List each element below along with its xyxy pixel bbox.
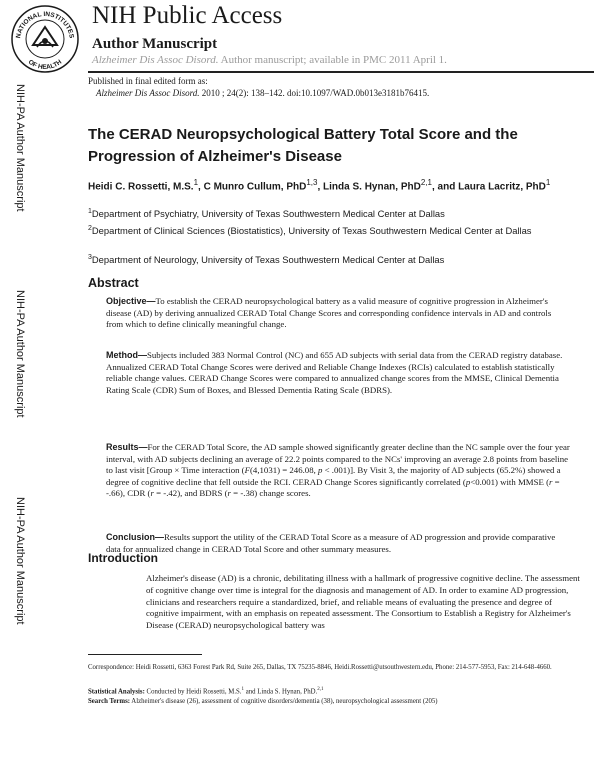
results-text-2: (4,1031) = 246.08, — [250, 465, 318, 476]
author-3-affil: 2,1 — [420, 178, 432, 187]
author-3: , Linda S. Hynan, PhD — [317, 181, 421, 193]
nih-public-access-title: NIH Public Access — [92, 2, 283, 29]
affiliation-1-sup: 1 — [88, 208, 92, 215]
footnote-correspondence: Correspondence: Heidi Rossetti, 6363 Forest Park Rd, Suite 265, Dallas, TX 75235-8846, Heidi.Rossetti@utsouthwestern.edu, Phone: 214-577-5953, Fax: 214-648-4660. — [88, 664, 552, 671]
paper-title: The CERAD Neuropsychological Battery Total Score and the Progression of Alzheimer's Disease — [88, 126, 518, 165]
affiliation-1-text: Department of Psychiatry, University of Texas Southwestern Medical Center at Dallas — [91, 208, 445, 220]
method-text: Subjects included 383 Normal Control (NC) and 655 AD subjects with serial data from the CERAD registry database. Annualized CERAD Total Change Scores were derived and Reliable Change Indexes (RCIs) calculated to establish statistically reliable change values. CERAD Change Scores were compared to annualized change scores from the MMSE, Clinical Dementia Rating Scale (CDR) Sum of Boxes, and Blessed Dementia Rating Scale (BDRS). — [106, 350, 563, 395]
results-text-4: <0.001) with MMSE ( — [470, 476, 550, 487]
search-label: Search Terms: — [88, 698, 130, 705]
abstract-objective — [106, 296, 570, 331]
side-label-top: NIH-PA Author Manuscript — [14, 84, 26, 212]
citation-details: 2010 ; 24(2): 138–142. doi:10.1097/WAD.0b013e3181b76415. — [199, 88, 430, 98]
author-4: , and Laura Lacritz, PhD — [431, 181, 546, 193]
introduction-heading: Introduction — [88, 551, 158, 565]
abstract-heading: Abstract — [88, 276, 139, 290]
citation-line — [96, 88, 429, 98]
stat-label: Statistical Analysis: — [88, 688, 145, 696]
stat-text: Conducted by Heidi Rossetti, M.S. — [144, 688, 242, 696]
results-text-7: = -.38) change scores. — [230, 488, 311, 499]
results-text-6: = -.42), and BDRS ( — [153, 488, 228, 499]
stat-sup-2: 2,1 — [317, 687, 324, 692]
author-2: , C Munro Cullum, PhD — [198, 181, 307, 193]
citation-journal: Alzheimer Dis Assoc Disord. — [96, 88, 200, 98]
author-manuscript-label: Author Manuscript — [92, 36, 218, 52]
affiliation-3-sup: 3 — [88, 254, 92, 261]
abstract-results — [106, 442, 570, 500]
results-text-5: = -.66), CDR ( — [106, 476, 560, 499]
objective-label: Objective— — [106, 296, 156, 306]
results-p-symbol: p — [318, 465, 323, 476]
search-text: Alzheimer's disease (26), assessment of cognitive disorders/dementia (38), neuropsychological assessment (205) — [129, 698, 438, 705]
availability-text: Author manuscript; available in PMC 2011 April 1. — [218, 54, 447, 66]
results-label: Results— — [106, 442, 148, 452]
author-list — [88, 176, 558, 193]
author-1-affil: 1 — [193, 178, 199, 187]
author-4-affil: 1 — [545, 178, 551, 187]
journal-name: Alzheimer Dis Assoc Disord. — [92, 54, 219, 66]
results-f-symbol: F — [244, 465, 250, 476]
affiliation-3 — [88, 252, 558, 266]
svg-text:OF HEALTH: OF HEALTH — [26, 58, 64, 72]
abstract-method — [106, 350, 570, 396]
results-r-symbol-3: r — [227, 488, 231, 499]
nih-seal-logo — [9, 3, 81, 75]
side-label-bottom: NIH-PA Author Manuscript — [14, 497, 26, 625]
method-label: Method— — [106, 350, 147, 360]
svg-text:NATIONAL INSTITUTES: NATIONAL INSTITUTES — [15, 10, 75, 39]
side-label-middle: NIH-PA Author Manuscript — [14, 290, 26, 418]
header-rule — [88, 71, 594, 73]
affiliation-2-sup: 2 — [88, 225, 92, 232]
published-label: Published in final edited form as: — [88, 76, 208, 86]
footnote-rule — [88, 654, 202, 655]
conclusion-text: Results support the utility of the CERAD Total Score as a measure of AD progression and provide comparative data for annualized change in CERAD Total Score and other summary measures. — [106, 532, 556, 554]
results-p-symbol-2: p — [465, 476, 471, 487]
availability-line — [92, 54, 447, 66]
affiliation-3-text: Department of Neurology, University of Texas Southwestern Medical Center at Dallas — [91, 254, 445, 266]
results-text-1: For the CERAD Total Score, the AD sample showed significantly greater decline than the NC sample over the four year interval, with AD subjects declining an average of 22.2 points compared to the NCs' improving an average 2.8 points from baseline to last visit [Group × Time interaction ( — [106, 442, 570, 476]
results-r-symbol-1: r — [549, 476, 553, 487]
conclusion-label: Conclusion— — [106, 532, 164, 542]
stat-text-2: and Linda S. Hynan, PhD. — [244, 688, 318, 696]
results-r-symbol-2: r — [150, 488, 154, 499]
affiliation-2-text: Department of Clinical Sciences (Biostatistics), University of Texas Southwestern Medical Center at Dallas — [91, 225, 532, 237]
affiliation-1 — [88, 206, 558, 220]
abstract-conclusion — [106, 532, 570, 555]
results-text-3: < .001)]. By Visit 3, the majority of AD subjects (65.2%) showed a degree of cognitive decline that fell outside the RCI. CERAD Change Scores significantly correlated ( — [106, 465, 561, 487]
nih-seal-graphic — [9, 3, 81, 75]
footnote-search-terms — [88, 697, 588, 706]
affiliation-2 — [88, 223, 558, 237]
objective-text: To establish the CERAD neuropsychological battery as a valid measure of cognitive progression in Alzheimer's disease (AD) by deriving annualized CERAD Total Change Scores and corresponding confidence intervals in AD and controls from which to define clinically meaningful change. — [106, 296, 552, 330]
footnote-statistical-analysis — [88, 685, 588, 696]
stat-sup-1: 1 — [241, 687, 245, 692]
author-1: Heidi C. Rossetti, M.S. — [88, 181, 194, 193]
introduction-text: Alzheimer's disease (AD) is a chronic, debilitating illness with a hallmark of progressive cognitive decline. The assessment of cognitive change over time is integral for the diagnosis and management of AD. In order to examine AD progression, clinicians and researchers require a standardized, brief, and reliable means of evaluating the presence and degree of cognitive impairment, with an emphasis on repeated assessment. The Consortium to Establish a Registry for Alzheimer's Disease (CERAD) neuropsychological battery was — [146, 573, 580, 631]
author-2-affil: 1,3 — [306, 178, 318, 187]
